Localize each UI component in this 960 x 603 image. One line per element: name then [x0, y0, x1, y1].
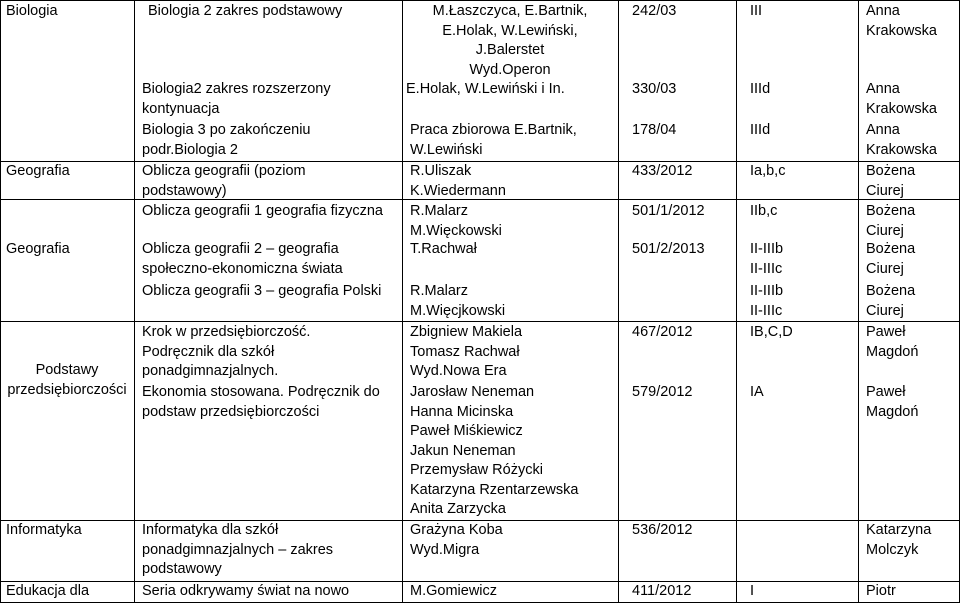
- cell-teacher: Paweł Magdoń: [866, 384, 919, 420]
- cell-class: II-IIIb II-IIIc: [750, 283, 784, 319]
- cell-teacher: Anna Krakowska: [866, 3, 937, 39]
- cell-authors: R.Uliszak K.Wiedermann: [410, 163, 506, 199]
- col-border-1: [134, 0, 135, 603]
- cell-number: 579/2012: [632, 384, 693, 400]
- col-border-2: [402, 0, 403, 603]
- cell-teacher: Bożena Ciurej: [866, 283, 916, 319]
- cell-class: IIb,c: [750, 203, 778, 219]
- cell-authors: E.Holak, W.Lewiński i In.: [406, 81, 565, 97]
- row-border-top: [0, 0, 960, 1]
- cell-teacher: Bożena Ciurej: [866, 241, 916, 277]
- cell-number: 501/2/2013: [632, 241, 705, 257]
- cell-title: Informatyka dla szkół ponadgimnazjalnych – zakres podstawowy: [142, 522, 334, 577]
- cell-title: Ekonomia stosowana. Podręcznik do podstaw przedsiębiorczości: [142, 384, 380, 420]
- cell-title: Biologia2 zakres rozszerzony kontynuacja: [142, 81, 331, 117]
- cell-subject: Biologia: [6, 3, 58, 19]
- cell-subject: Podstawy przedsiębiorczości: [7, 362, 127, 398]
- cell-authors: Praca zbiorowa E.Bartnik, W.Lewiński: [410, 122, 577, 158]
- cell-authors: R.Malarz M.Więckowski: [410, 203, 502, 239]
- cell-authors: M.Łaszczyca, E.Bartnik, E.Holak, W.Lewiński, J.Balerstet Wyd.Operon: [432, 3, 588, 78]
- cell-teacher: Anna Krakowska: [866, 81, 937, 117]
- cell-subject: Geografia: [6, 163, 70, 179]
- col-border-5: [858, 0, 859, 603]
- cell-class: IA: [750, 384, 764, 400]
- col-border-left: [0, 0, 1, 603]
- cell-title: Oblicza geografii (poziom podstawowy): [142, 163, 306, 199]
- cell-title: Seria odkrywamy świat na nowo: [142, 583, 350, 599]
- cell-teacher: Piotr: [866, 583, 896, 599]
- cell-title: Biologia 2 zakres podstawowy: [148, 3, 343, 19]
- cell-authors: Zbigniew Makiela Tomasz Rachwał Wyd.Nowa Era: [410, 324, 523, 379]
- cell-class: IIId: [750, 122, 771, 138]
- col-border-4: [736, 0, 737, 603]
- cell-subject: Edukacja dla: [6, 583, 90, 599]
- cell-authors: M.Gomiewicz: [410, 583, 498, 599]
- cell-teacher: Bożena Ciurej: [866, 203, 916, 239]
- cell-title: Biologia 3 po zakończeniu podr.Biologia 2: [142, 122, 311, 158]
- cell-teacher: Bożena Ciurej: [866, 163, 916, 199]
- cell-number: 411/2012: [632, 583, 692, 599]
- cell-authors: R.Malarz M.Więcjkowski: [410, 283, 506, 319]
- cell-teacher: Katarzyna Molczyk: [866, 522, 932, 558]
- cell-number: 330/03: [632, 81, 677, 97]
- cell-class: IIId: [750, 81, 771, 97]
- cell-title: Oblicza geografii 3 – geografia Polski: [142, 283, 382, 299]
- row-border-pp-start: [0, 321, 960, 322]
- cell-class: III: [750, 3, 763, 19]
- cell-number: 178/04: [632, 122, 677, 138]
- cell-number: 242/03: [632, 3, 677, 19]
- cell-title: Oblicza geografii 1 geografia fizyczna: [142, 203, 383, 219]
- cell-title: Krok w przedsiębiorczość. Podręcznik dla szkół ponadgimnazjalnych.: [142, 324, 311, 379]
- cell-title: Oblicza geografii 2 – geografia społeczno-ekonomiczna świata: [142, 241, 343, 277]
- cell-authors: Grażyna Koba Wyd.Migra: [410, 522, 503, 558]
- cell-class: II-IIIb II-IIIc: [750, 241, 784, 277]
- cell-teacher: Anna Krakowska: [866, 122, 937, 158]
- cell-subject: Geografia: [6, 241, 70, 257]
- cell-teacher: Paweł Magdoń: [866, 324, 919, 360]
- cell-class: Ia,b,c: [750, 163, 786, 179]
- cell-authors: Jarosław Neneman Hanna Micinska Paweł Miśkiewicz Jakun Neneman Przemysław Różycki Katarzyna Rzentarzewska Anita Zarzycka: [410, 384, 579, 517]
- cell-subject: Informatyka: [6, 522, 82, 538]
- cell-authors: T.Rachwał: [410, 241, 477, 257]
- cell-number: 433/2012: [632, 163, 693, 179]
- cell-number: 536/2012: [632, 522, 693, 538]
- cell-class: IB,C,D: [750, 324, 793, 340]
- cell-number: 467/2012: [632, 324, 693, 340]
- cell-number: 501/1/2012: [632, 203, 705, 219]
- cell-class: I: [750, 583, 755, 599]
- col-border-3: [618, 0, 619, 603]
